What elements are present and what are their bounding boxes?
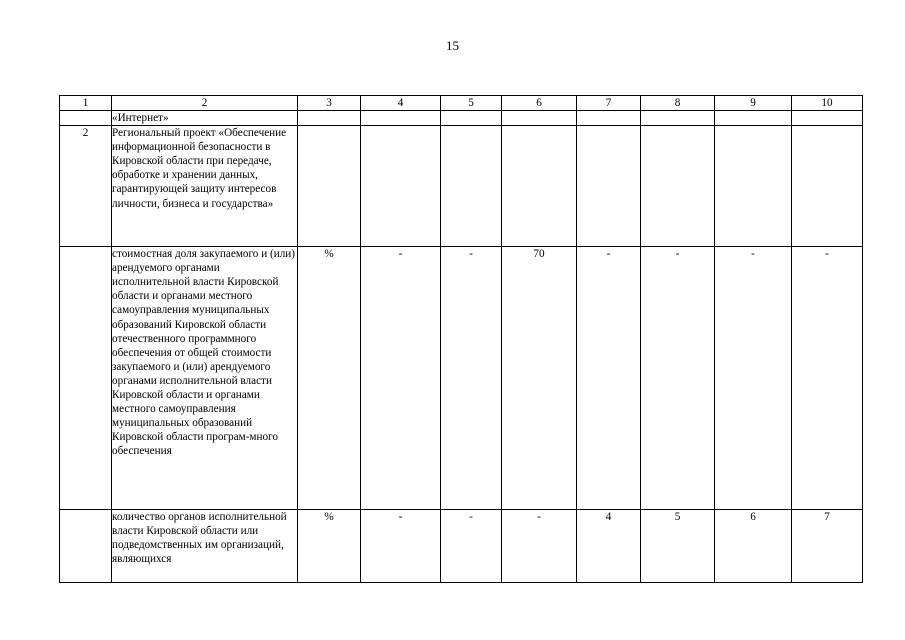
cell-value	[641, 111, 715, 126]
cell-value: -	[577, 247, 641, 510]
cell-value	[715, 126, 792, 247]
cell-value: -	[361, 510, 441, 583]
table-row	[60, 510, 863, 583]
cell-value: 4	[577, 510, 641, 583]
cell-value: -	[361, 247, 441, 510]
cell-value	[502, 111, 577, 126]
cell-value: -	[441, 247, 502, 510]
cell-value: -	[641, 247, 715, 510]
column-header: 9	[715, 96, 792, 111]
cell-value: -	[502, 510, 577, 583]
cell-value	[641, 126, 715, 247]
cell-value	[715, 111, 792, 126]
cell-value: 6	[715, 510, 792, 583]
row-number	[60, 247, 112, 510]
indicators-table	[59, 95, 863, 583]
row-name: «Интернет»	[112, 111, 298, 126]
cell-value	[792, 126, 863, 247]
cell-value: -	[715, 247, 792, 510]
column-header: 3	[298, 96, 361, 111]
cell-value	[441, 111, 502, 126]
row-name: стоимостная доля закупаемого и (или) арендуемого органами исполнительной власти Кировской области и органами местного самоуправления муниципальных образований Кировской области отечественного программного обеспечения от общей стоимости закупаемого и (или) арендуемого органами исполнительной власти Кировской области и органами местного самоуправления муниципальных образований Кировской области програм-много обеспечения	[112, 247, 298, 510]
cell-value: 70	[502, 247, 577, 510]
cell-value	[361, 111, 441, 126]
column-header: 1	[60, 96, 112, 111]
column-header: 6	[502, 96, 577, 111]
cell-value	[502, 126, 577, 247]
column-header: 10	[792, 96, 863, 111]
table-row	[60, 126, 863, 247]
cell-value: 7	[792, 510, 863, 583]
page-number: 15	[446, 38, 459, 53]
cell-value	[792, 111, 863, 126]
column-header: 2	[112, 96, 298, 111]
cell-value: %	[298, 510, 361, 583]
row-number	[60, 510, 112, 583]
row-name: Региональный проект «Обеспечение информационной безопасности в Кировской области при передаче, обработке и хранении данных, гарантирующей защиту интересов личности, бизнеса и государства»	[112, 126, 298, 247]
cell-value: -	[792, 247, 863, 510]
row-number	[60, 111, 112, 126]
column-header: 5	[441, 96, 502, 111]
cell-value: %	[298, 247, 361, 510]
row-number: 2	[60, 126, 112, 247]
column-header: 8	[641, 96, 715, 111]
cell-value	[298, 111, 361, 126]
column-header: 7	[577, 96, 641, 111]
table-row	[60, 111, 863, 126]
cell-value	[577, 126, 641, 247]
header-row	[60, 96, 863, 111]
cell-value	[298, 126, 361, 247]
cell-value: 5	[641, 510, 715, 583]
row-name: количество органов исполнительной власти Кировской области или подведомственных им организаций, являющихся	[112, 510, 298, 583]
cell-value: -	[441, 510, 502, 583]
column-header: 4	[361, 96, 441, 111]
table-row	[60, 247, 863, 510]
cell-value	[361, 126, 441, 247]
cell-value	[577, 111, 641, 126]
cell-value	[441, 126, 502, 247]
